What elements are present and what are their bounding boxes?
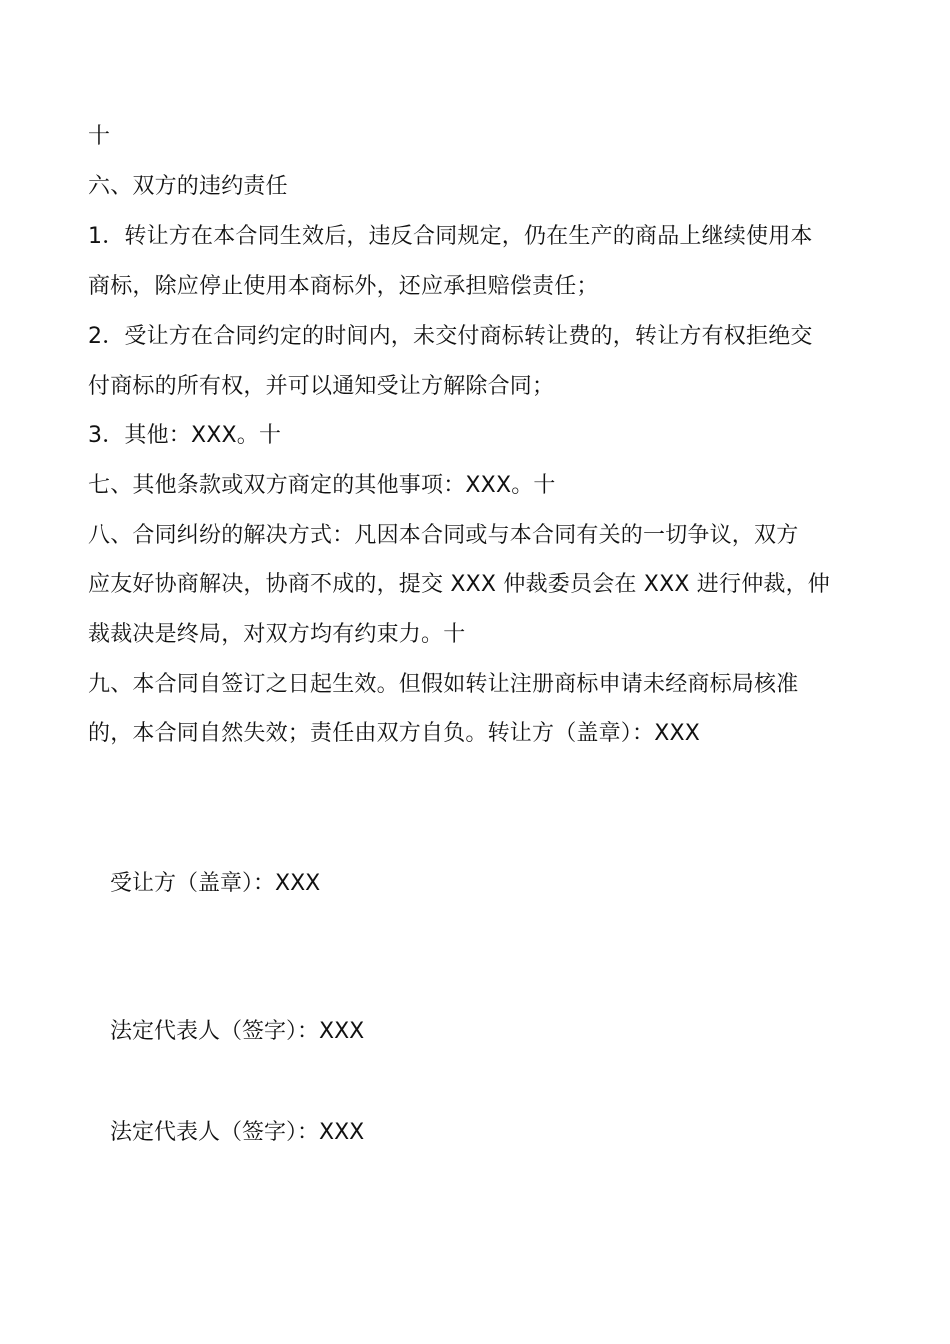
signature-legal-rep-2: 法定代表人（签字）：XXX [110, 1120, 365, 1145]
text-line: 商标，除应停止使用本商标外，还应承担赔偿责任； [88, 274, 599, 299]
text-line: 的，本合同自然失效；责任由双方自负。转让方（盖章）：XXX [88, 721, 701, 746]
signature-transferee: 受让方（盖章）：XXX [110, 871, 321, 896]
section-heading-effect: 九、本合同自签订之日起生效。但假如转让注册商标申请未经商标局核准 [88, 672, 799, 697]
text-line: 付商标的所有权，并可以通知受让方解除合同； [88, 374, 555, 399]
text-line: 3．其他：XXX。十 [88, 423, 282, 448]
section-heading-other-terms: 七、其他条款或双方商定的其他事项：XXX。十 [88, 473, 556, 498]
text-line: 2．受让方在合同约定的时间内，未交付商标转让费的，转让方有权拒绝交 [88, 324, 813, 349]
signature-legal-rep-1: 法定代表人（签字）：XXX [110, 1019, 365, 1044]
text-line: 1．转让方在本合同生效后，违反合同规定，仍在生产的商品上继续使用本 [88, 224, 813, 249]
section-heading-dispute: 八、合同纠纷的解决方式：凡因本合同或与本合同有关的一切争议，双方 [88, 523, 799, 548]
text-line: 十 [88, 124, 111, 149]
text-line: 应友好协商解决，协商不成的，提交 XXX 仲裁委员会在 XXX 进行仲裁，仲 [88, 572, 831, 597]
text-line: 裁裁决是终局，对双方均有约束力。十 [88, 622, 466, 647]
section-heading-liability: 六、双方的违约责任 [88, 174, 288, 199]
